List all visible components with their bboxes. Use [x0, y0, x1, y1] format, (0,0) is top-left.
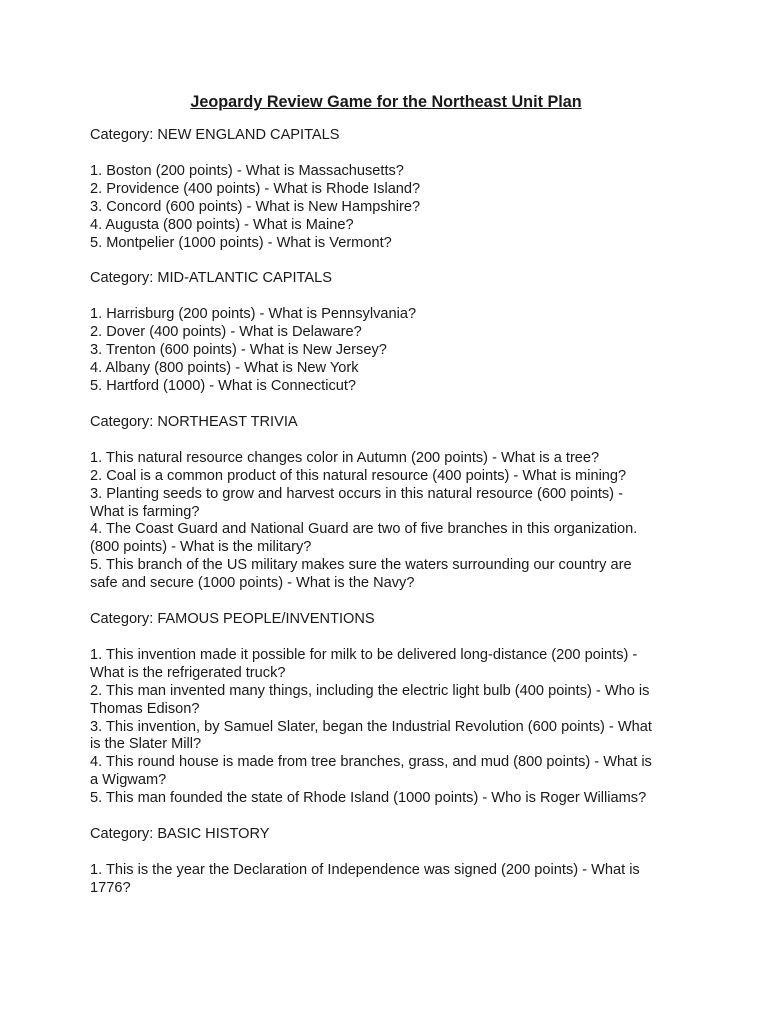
question-line: 2. Dover (400 points) - What is Delaware? — [90, 324, 362, 341]
category-section — [90, 270, 690, 395]
question-line: 1. Harrisburg (200 points) - What is Pennsylvania? — [90, 306, 417, 323]
question-line: 1. Boston (200 points) - What is Massachusetts? — [90, 162, 404, 179]
question-list — [90, 306, 690, 396]
category-heading: Category: MID-ATLANTIC CAPITALS — [90, 270, 332, 287]
question-line: safe and secure (1000 points) - What is the Navy? — [90, 575, 415, 592]
question-line: 1. This is the year the Declaration of Independence was signed (200 points) - What is — [90, 862, 640, 878]
category-section — [90, 414, 690, 593]
document-body — [90, 127, 690, 898]
question-line: 5. Montpelier (1000 points) - What is Vermont? — [90, 234, 392, 251]
question-line: Thomas Edison? — [90, 700, 200, 717]
question-line: is the Slater Mill? — [90, 736, 202, 753]
question-line: 3. Planting seeds to grow and harvest occurs in this natural resource (600 points) - — [90, 485, 623, 502]
question-line: 4. Augusta (800 points) - What is Maine? — [90, 216, 354, 233]
category-heading: Category: BASIC HISTORY — [90, 826, 270, 843]
category-heading: Category: NORTHEAST TRIVIA — [90, 413, 298, 430]
question-line: 5. Hartford (1000) - What is Connecticut? — [90, 377, 357, 394]
question-line: 2. Coal is a common product of this natural resource (400 points) - What is mining? — [90, 467, 627, 484]
question-line: 3. Trenton (600 points) - What is New Jersey? — [90, 342, 387, 359]
category-section — [90, 826, 690, 898]
category-section — [90, 611, 690, 808]
question-line: 3. This invention, by Samuel Slater, began the Industrial Revolution (600 points) - What — [90, 718, 652, 735]
question-line: 1. This natural resource changes color in Autumn (200 points) - What is a tree? — [90, 449, 600, 466]
question-list — [90, 862, 690, 898]
question-line: 3. Concord (600 points) - What is New Hampshire? — [90, 198, 421, 215]
question-list — [90, 647, 690, 808]
question-list — [90, 450, 690, 593]
question-line: What is the refrigerated truck? — [90, 664, 286, 681]
category-heading: Category: NEW ENGLAND CAPITALS — [90, 127, 340, 143]
category-heading: Category: FAMOUS PEOPLE/INVENTIONS — [90, 611, 375, 628]
question-line: (800 points) - What is the military? — [90, 539, 312, 556]
question-line: 5. This man founded the state of Rhode Island (1000 points) - Who is Roger Williams? — [90, 790, 647, 807]
question-line: 4. Albany (800 points) - What is New York — [90, 360, 359, 377]
question-line: 1776? — [90, 879, 131, 896]
question-line: 4. The Coast Guard and National Guard are two of five branches in this organization. — [90, 521, 638, 538]
question-list — [90, 163, 690, 253]
question-line: a Wigwam? — [90, 772, 167, 789]
document-page — [90, 92, 690, 916]
question-line: 2. This man invented many things, including the electric light bulb (400 points) - Who is — [90, 682, 650, 699]
category-section — [90, 127, 690, 252]
question-line: What is farming? — [90, 503, 200, 520]
document-title: Jeopardy Review Game for the Northeast Unit Plan — [190, 93, 582, 111]
question-line: 1. This invention made it possible for milk to be delivered long-distance (200 points) - — [90, 646, 638, 663]
question-line: 2. Providence (400 points) - What is Rhode Island? — [90, 180, 421, 197]
question-line: 5. This branch of the US military makes sure the waters surrounding our country are — [90, 557, 632, 574]
question-line: 4. This round house is made from tree branches, grass, and mud (800 points) - What is — [90, 754, 652, 771]
